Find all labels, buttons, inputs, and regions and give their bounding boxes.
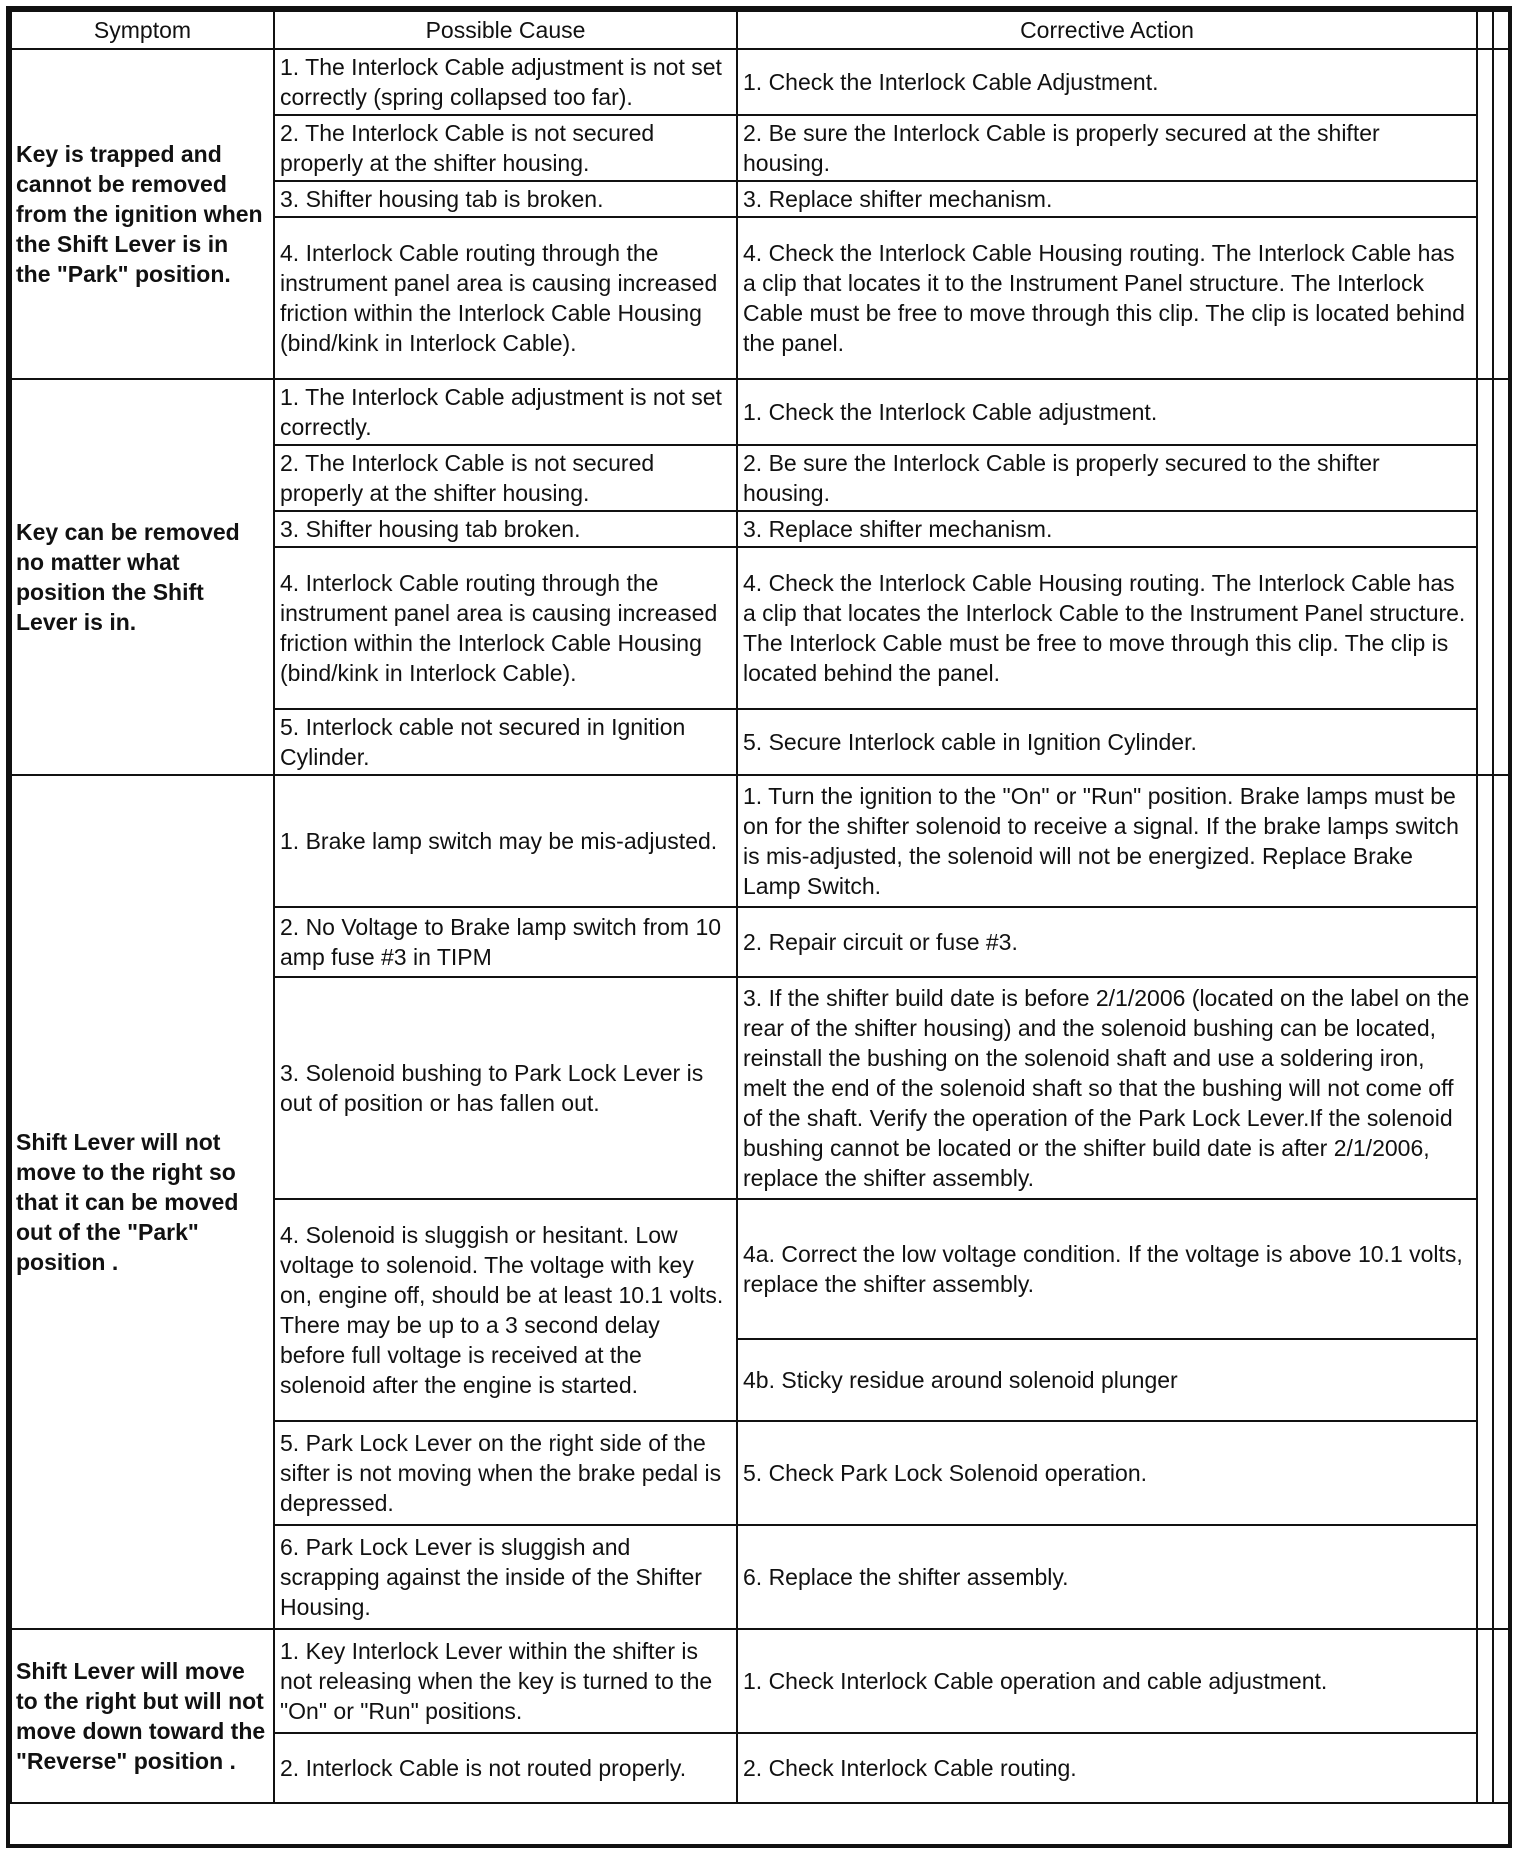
action-cell: 1. Check Interlock Cable operation and cable adjustment. bbox=[737, 1629, 1477, 1733]
action-cell: 3. If the shifter build date is before 2/1/2006 (located on the label on the rear of the shifter housing) and the solenoid bushing can be located, reinstall the bushing on the solenoid shaft and use a soldering iron, melt the end of the solenoid shaft so that the bushing will not come off of the shaft. Verify the operation of the Park Lock Lever.If the solenoid bushing cannot be located or the shifter build date is after 2/1/2006, replace the shifter assembly. bbox=[737, 977, 1477, 1199]
check-cell bbox=[1493, 49, 1509, 379]
action-cell: 2. Be sure the Interlock Cable is properly secured at the shifter housing. bbox=[737, 115, 1477, 181]
table-row bbox=[11, 775, 1509, 907]
cause-cell: 1. The Interlock Cable adjustment is not set correctly. bbox=[274, 379, 737, 445]
action-cell: 1. Check the Interlock Cable Adjustment. bbox=[737, 49, 1477, 115]
symptom-cell: Shift Lever will move to the right but will not move down toward the "Reverse" position . bbox=[11, 1629, 274, 1803]
table-row bbox=[11, 379, 1509, 445]
corrective-action-header: Corrective Action bbox=[737, 11, 1477, 49]
cause-cell: 5. Park Lock Lever on the right side of the sifter is not moving when the brake pedal is depressed. bbox=[274, 1421, 737, 1525]
cause-cell: 5. Interlock cable not secured in Ignition Cylinder. bbox=[274, 709, 737, 775]
cause-cell: 2. The Interlock Cable is not secured properly at the shifter housing. bbox=[274, 445, 737, 511]
cause-cell: 1. Key Interlock Lever within the shifter is not releasing when the key is turned to the "On" or "Run" positions. bbox=[274, 1629, 737, 1733]
cause-cell: 3. Shifter housing tab is broken. bbox=[274, 181, 737, 217]
cause-cell: 3. Solenoid bushing to Park Lock Lever is out of position or has fallen out. bbox=[274, 977, 737, 1199]
cause-cell: 4. Solenoid is sluggish or hesitant. Low voltage to solenoid. The voltage with key on, engine off, should be at least 10.1 volts. There may be up to a 3 second delay before full voltage is received at the solenoid after the engine is started. bbox=[274, 1199, 737, 1421]
table-row bbox=[11, 1629, 1509, 1733]
check-column-header bbox=[1477, 11, 1493, 49]
cause-cell: 4. Interlock Cable routing through the instrument panel area is causing increased friction within the Interlock Cable Housing (bind/kink in Interlock Cable). bbox=[274, 217, 737, 379]
action-cell: 6. Replace the shifter assembly. bbox=[737, 1525, 1477, 1629]
action-cell: 1. Check the Interlock Cable adjustment. bbox=[737, 379, 1477, 445]
troubleshooting-table bbox=[10, 10, 1510, 1804]
symptom-header: Symptom bbox=[11, 11, 274, 49]
check-cell bbox=[1477, 1629, 1493, 1803]
header-row bbox=[11, 11, 1509, 49]
action-cell: 1. Turn the ignition to the "On" or "Run" position. Brake lamps must be on for the shifter solenoid to receive a signal. If the brake lamps switch is mis-adjusted, the solenoid will not be energized. Replace Brake Lamp Switch. bbox=[737, 775, 1477, 907]
check-cell bbox=[1477, 379, 1493, 775]
symptom-cell: Shift Lever will not move to the right so that it can be moved out of the "Park" position . bbox=[11, 775, 274, 1629]
action-cell: 4a. Correct the low voltage condition. If the voltage is above 10.1 volts, replace the shifter assembly. bbox=[737, 1199, 1477, 1339]
cause-cell: 2. Interlock Cable is not routed properly. bbox=[274, 1733, 737, 1803]
possible-cause-header: Possible Cause bbox=[274, 11, 737, 49]
symptom-cell: Key can be removed no matter what position the Shift Lever is in. bbox=[11, 379, 274, 775]
cause-cell: 3. Shifter housing tab broken. bbox=[274, 511, 737, 547]
table-row bbox=[11, 49, 1509, 115]
action-cell: 4b. Sticky residue around solenoid plunger bbox=[737, 1339, 1477, 1421]
check-cell bbox=[1493, 1629, 1509, 1803]
action-cell: 3. Replace shifter mechanism. bbox=[737, 511, 1477, 547]
check-cell bbox=[1493, 775, 1509, 1629]
action-cell: 5. Secure Interlock cable in Ignition Cylinder. bbox=[737, 709, 1477, 775]
cause-cell: 2. No Voltage to Brake lamp switch from 10 amp fuse #3 in TIPM bbox=[274, 907, 737, 977]
cause-cell: 4. Interlock Cable routing through the instrument panel area is causing increased friction within the Interlock Cable Housing (bind/kink in Interlock Cable). bbox=[274, 547, 737, 709]
action-cell: 2. Check Interlock Cable routing. bbox=[737, 1733, 1477, 1803]
action-cell: 2. Repair circuit or fuse #3. bbox=[737, 907, 1477, 977]
cause-cell: 6. Park Lock Lever is sluggish and scrapping against the inside of the Shifter Housing. bbox=[274, 1525, 737, 1629]
check-cell bbox=[1477, 775, 1493, 1629]
troubleshooting-sheet bbox=[6, 6, 1512, 1848]
action-cell: 4. Check the Interlock Cable Housing routing. The Interlock Cable has a clip that locates the Interlock Cable to the Instrument Panel structure. The Interlock Cable must be free to move through this clip. The clip is located behind the panel. bbox=[737, 547, 1477, 709]
cause-cell: 2. The Interlock Cable is not secured properly at the shifter housing. bbox=[274, 115, 737, 181]
action-cell: 4. Check the Interlock Cable Housing routing. The Interlock Cable has a clip that locates it to the Instrument Panel structure. The Interlock Cable must be free to move through this clip. The clip is located behind the panel. bbox=[737, 217, 1477, 379]
action-cell: 2. Be sure the Interlock Cable is properly secured to the shifter housing. bbox=[737, 445, 1477, 511]
action-cell: 5. Check Park Lock Solenoid operation. bbox=[737, 1421, 1477, 1525]
cause-cell: 1. Brake lamp switch may be mis-adjusted. bbox=[274, 775, 737, 907]
check-cell bbox=[1493, 379, 1509, 775]
action-cell: 3. Replace shifter mechanism. bbox=[737, 181, 1477, 217]
cause-cell: 1. The Interlock Cable adjustment is not set correctly (spring collapsed too far). bbox=[274, 49, 737, 115]
check-cell bbox=[1477, 49, 1493, 379]
check-column-header bbox=[1493, 11, 1509, 49]
symptom-cell: Key is trapped and cannot be removed from the ignition when the Shift Lever is in the "Park" position. bbox=[11, 49, 274, 379]
